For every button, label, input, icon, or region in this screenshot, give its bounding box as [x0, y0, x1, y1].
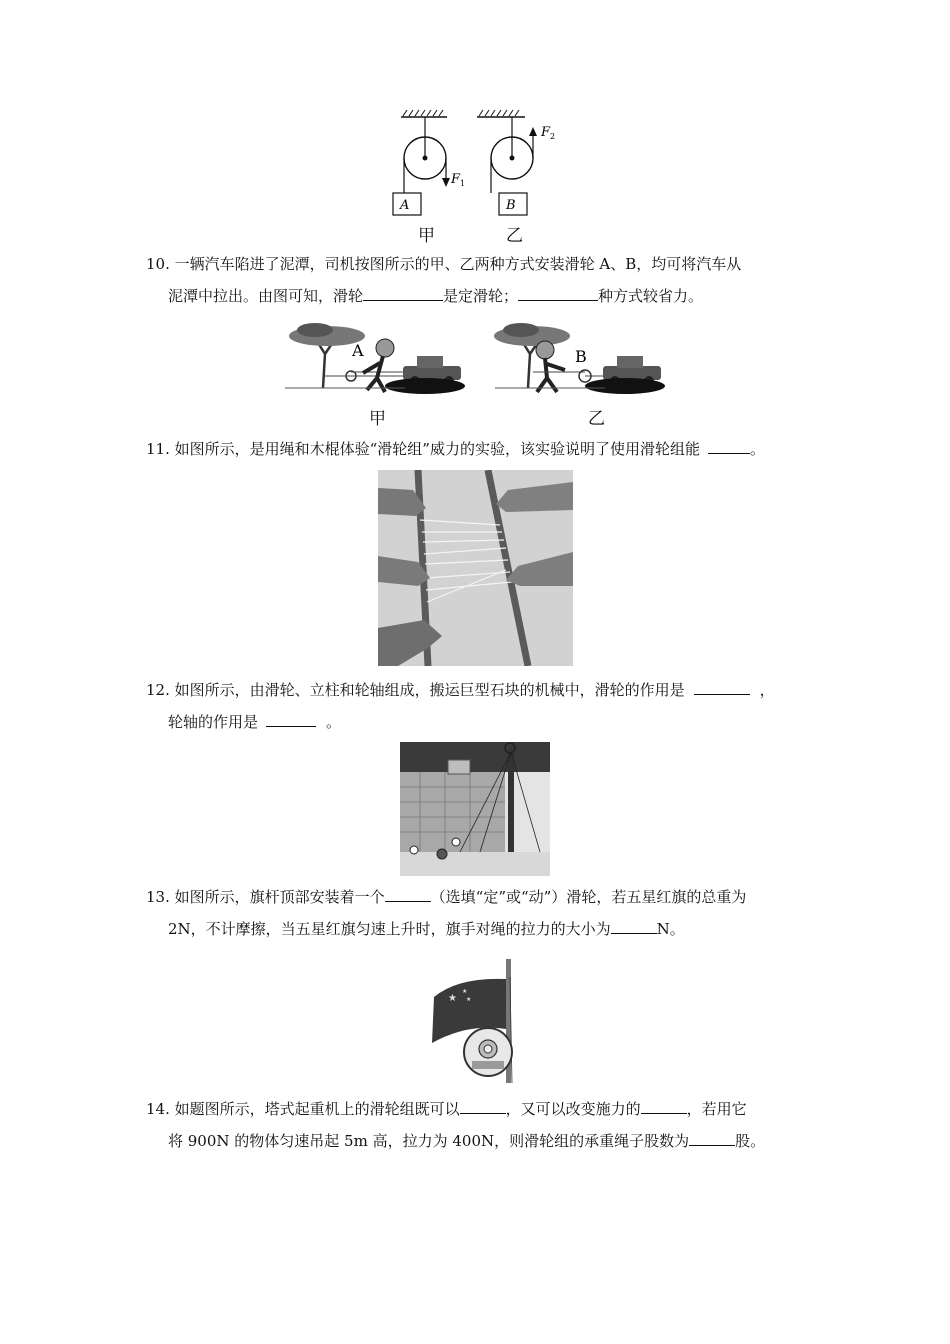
question-number: 14. [146, 1100, 170, 1118]
sticks-rope-photo [378, 470, 573, 666]
question-text: 。 [326, 713, 342, 731]
question-text: 泥潭中拉出。由图可知，滑轮 [168, 287, 364, 305]
fig10-caption-left: 甲 [369, 409, 386, 429]
fig10-caption-right: 乙 [588, 409, 605, 429]
car-pulley-figure [285, 318, 670, 403]
pulley-diagram [385, 108, 565, 243]
pulley-b-label: B [575, 347, 587, 366]
question-text: 如图所示，旗杆顶部安装着一个 [174, 888, 385, 906]
question-text: 种方式较省力。 [598, 287, 704, 305]
question-text: ，若用它 [686, 1100, 747, 1118]
question-text: N。 [656, 920, 685, 938]
question-text: 。 [749, 440, 765, 458]
question-text: 如图所示，由滑轮、立柱和轮轴组成，搬运巨型石块的机械中，滑轮的作用是 [174, 681, 685, 699]
force-f1-sub: 1 [460, 179, 466, 188]
question-text: 股。 [735, 1132, 766, 1150]
question-number: 11. [146, 440, 170, 458]
force-f2-label: F [541, 125, 551, 140]
question-text: ，又可以改变施力的 [505, 1100, 641, 1118]
fig9-caption-left: 甲 [418, 226, 435, 246]
question-14 [146, 1093, 826, 1157]
question-text: （选填“定”或“动”）滑轮，若五星红旗的总重为 [430, 888, 747, 906]
box-a-label: A [400, 198, 410, 213]
answer-blank[interactable] [363, 286, 443, 301]
question-number: 13. [146, 888, 170, 906]
question-12 [146, 674, 826, 738]
question-text: 2N，不计摩擦，当五星红旗匀速上升时，旗手对绳的拉力的大小为 [168, 920, 611, 938]
svg-text:★: ★ [466, 996, 472, 1003]
answer-blank[interactable] [641, 1099, 687, 1114]
box-b-label: B [506, 198, 516, 213]
answer-blank[interactable] [708, 439, 750, 454]
question-text: 如图所示，是用绳和木棍体验“滑轮组”威力的实验，该实验说明了使用滑轮组能 [174, 440, 700, 458]
answer-blank[interactable] [694, 680, 750, 695]
answer-blank[interactable] [518, 286, 598, 301]
flag-pulley-illustration [428, 957, 528, 1085]
answer-blank[interactable] [689, 1131, 735, 1146]
question-text-line1: 一辆汽车陷进了泥潭，司机按图所示的甲、乙两种方式安装滑轮 A、B，均可将汽车从 [174, 255, 742, 273]
stone-machine-illustration [400, 742, 550, 876]
question-number: 10. [146, 255, 170, 273]
question-text: 将 900N 的物体匀速吊起 5m 高，拉力为 400N，则滑轮组的承重绳子股数为 [168, 1132, 690, 1150]
svg-text:★: ★ [462, 988, 468, 995]
question-10 [146, 248, 811, 312]
force-f2-sub: 2 [550, 132, 556, 141]
answer-blank[interactable] [460, 1099, 506, 1114]
fig9-caption-right: 乙 [506, 226, 523, 246]
question-text: 如题图所示，塔式起重机上的滑轮组既可以 [174, 1100, 460, 1118]
answer-blank[interactable] [611, 919, 657, 934]
question-text: 是定滑轮； [443, 287, 519, 305]
question-11 [146, 433, 826, 465]
pulley-a-label: A [352, 341, 364, 360]
svg-text:★: ★ [448, 993, 457, 1004]
answer-blank[interactable] [385, 887, 431, 902]
force-f1-label: F [451, 172, 461, 187]
question-text: ， [759, 681, 775, 699]
question-text: 轮轴的作用是 [168, 713, 259, 731]
question-number: 12. [146, 681, 170, 699]
question-13 [146, 881, 826, 945]
answer-blank[interactable] [266, 712, 316, 727]
